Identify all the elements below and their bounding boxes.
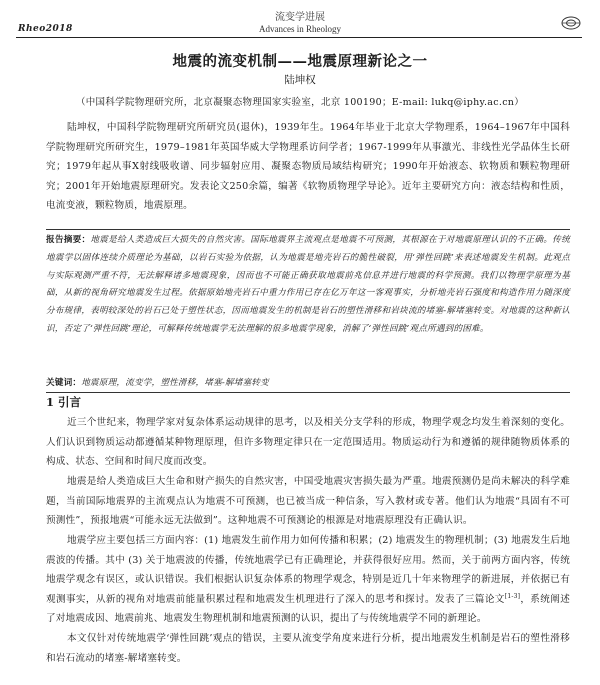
keywords (46, 375, 570, 392)
abstract-bottom-rule (46, 392, 570, 393)
intro-paragraph-1: 近三个世纪来，物理学家对复杂体系运动规律的思考，以及相关分支学科的形成，物理学观念均发生着深刻的变化。人们认识到物质运动都遵循某种物理原理，但许多物理定律只在一定范围适用。物质运动行为和遵循的规律随物质体系的构成、状态、空间和时间尺度而改变。 (46, 417, 570, 467)
journal-logo-icon (560, 14, 582, 32)
abstract (46, 232, 570, 339)
running-header (0, 8, 600, 34)
intro-paragraph-2: 地震是给人类造成巨大生命和财产损失的自然灾害，中国受地震灾害损失最为严重。地震预测仍是尚未解决的科学难题，当前国际地震界的主流观点认为地震不可预测，也已被当成一种信条，写入教材或专著。他们认为地震“具固有不可预测性”，预报地震“可能永远无法做到”。这种地震不可预测论的根源是对地震原理没有正确认识。 (46, 476, 570, 526)
paper-title: 地震的流变机制——地震原理新论之一 (172, 53, 428, 70)
author-affiliation: （中国科学院物理研究所，北京凝聚态物理国家实验室，北京 100190；E-mail: lukq@iphy.ac.cn） (75, 97, 525, 108)
keywords-text: 地震原理，流变学，塑性滑移，堵塞-解堵塞转变 (81, 378, 269, 388)
keywords-label: 关键词： (46, 378, 82, 388)
header-rule (16, 37, 582, 38)
author-biography: 陆坤权，中国科学院物理研究所研究员(退休)，1939年生。1964年毕业于北京大学物理系，1964–1967年中国科学院物理研究所研究生，1979–1981年英国华威大学物理系访问学者；1967-1999年从事激光、非线性光学晶体生长研究；1979年起从事X射线吸收谱、同步辐射应用、凝聚态物质局域结构研究；1990年开始液态、软物质和颗粒物理研究；2001年开始地震原理研究。发表论文250余篇，编著《软物质物理学导论》。近年主要研究方向：液态结构和性质，电流变液，颗粒物质，地震原理。 (46, 122, 570, 211)
journal-title-cn: 流变学进展 (275, 12, 325, 23)
abstract-text: 地震是给人类造成巨大损失的自然灾害。国际地震界主流观点是地震不可预测，其根源在于对地震原理认识的不正确。传统地震学以固体连续介质理论为基础，以岩石实验为依据，认为地震是地壳岩石的脆性破裂，用‘弹性回跳’来表述地震发生机制。此观点与实际观测严重不符，无法解释诸多地震现象，因而也不可能正确获取地震前兆信息并进行地震的科学预测。我们以物理学原理为基础，从新的视角研究地震发生过程。依据原始地壳岩石中重力作用已存在亿万年这一客观事实，分析地壳岩石强度和构造作用力随深度分布规律，表明较深处的岩石已处于塑性状态，因而地震发生的机制是岩石的塑性滑移和岩块流的堵塞-解堵塞转变。对地震的这种新认识，否定了‘弹性回跳’理论，可解释传统地震学无法理解的很多地震学现象，消解了‘弹性回跳’观点所遇到的困难。 (46, 235, 570, 334)
journal-title-en: Advances in Rheology (259, 24, 341, 34)
section-heading-introduction: 1 引言 (46, 395, 82, 409)
intro-paragraph-3-text: 地震学应主要包括三方面内容：(1) 地震发生前作用力如何传播和积累；(2) 地震发生的物理机制；(3) 地震发生后地震波的传播。其中 (3) 关于地震波的传播，传统地震学已有正确理论，并获得很好应用。然而，关于前两方面内容，传统地震学观念有误区，或认识错误。我们根据认识复杂体系的物理学观念，特别是近几十年来物理学的新进展，并依据已有观测事实，从新的视角对地震前能量积累过程和地震发生机理进行了深入的思考和探讨。发表了三篇论文[1-3]，系统阐述了对地震成因、地震前兆、地震发生物理机制和地震预测的认识，提出了与传统地震学不同的新理论。 (46, 535, 571, 624)
journal-mark: Rheo2018 (18, 24, 73, 34)
abstract-label: 报告摘要： (46, 235, 91, 245)
intro-paragraph-3 (46, 531, 570, 629)
abstract-top-rule (46, 229, 570, 230)
intro-paragraph-4: 本文仅针对传统地震学‘弹性回跳’观点的错误，主要从流变学角度来进行分析，提出地震发生机制是岩石的塑性滑移和岩石流动的堵塞-解堵塞转变。 (46, 633, 570, 664)
citation-ref: [1-3] (504, 592, 521, 600)
author-name: 陆坤权 (284, 74, 316, 86)
